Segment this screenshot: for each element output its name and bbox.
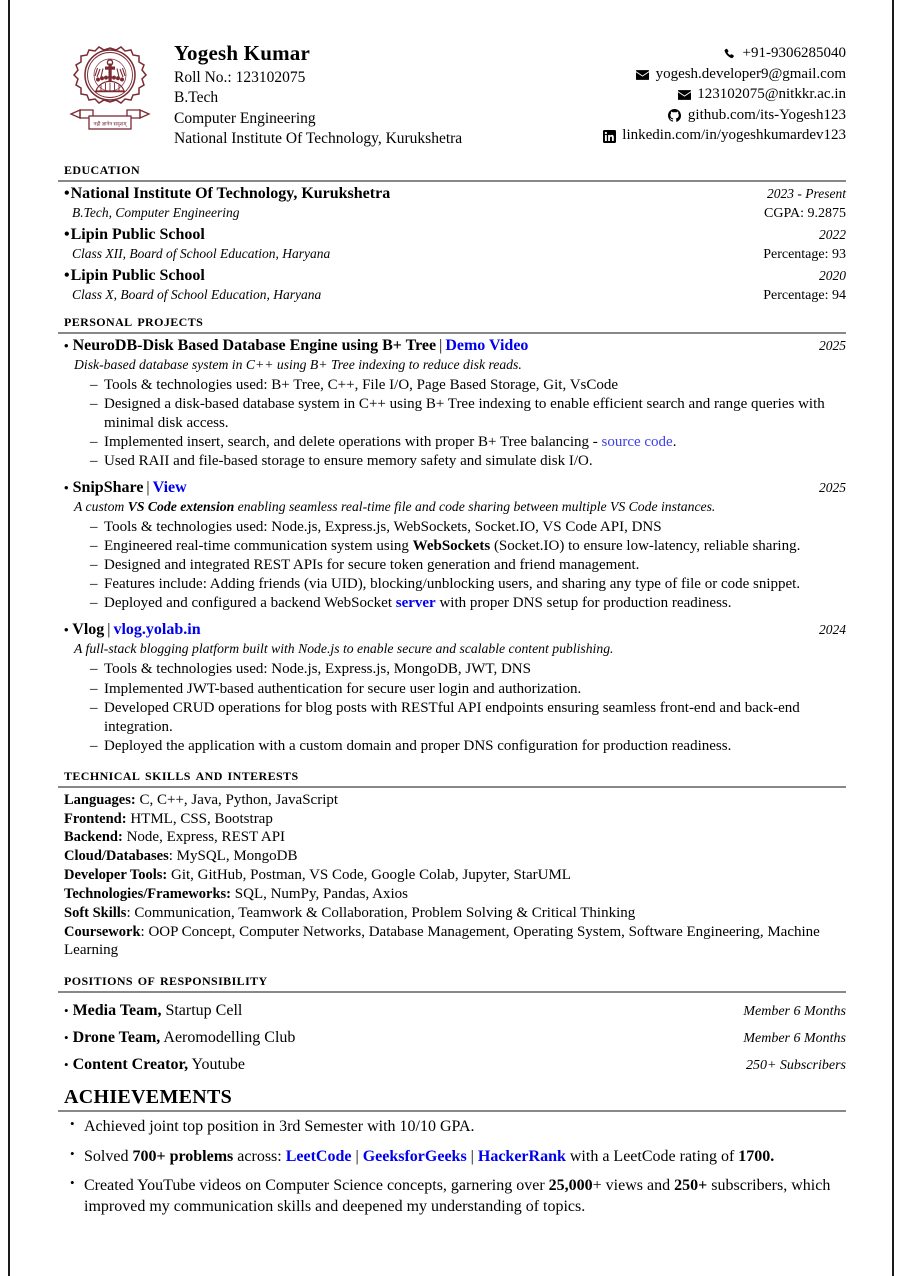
- position-item: [64, 1056, 846, 1074]
- skill-value: : Communication, Teamwork & Collaboration, Problem Solving & Critical Thinking: [126, 904, 636, 921]
- section-education: [58, 158, 846, 304]
- project-item: [58, 621, 846, 755]
- achievement-item: [70, 1117, 846, 1138]
- achievement-item: [70, 1176, 846, 1218]
- position-label: • Drone Team, Aeromodelling Club: [64, 1028, 296, 1046]
- education-item: [58, 226, 846, 263]
- project-bullet: – Designed a disk-based database system in C++ using B+ Tree indexing to enable efficient search and range queries with minimal disk access.: [90, 395, 846, 433]
- achievement-platform-link[interactable]: GeeksforGeeks: [362, 1147, 467, 1165]
- skill-row: [64, 904, 846, 923]
- project-description-emphasis: VS Code extension: [127, 499, 235, 515]
- bullet-marker: •: [64, 226, 70, 243]
- section-title-education: education: [64, 158, 141, 178]
- skill-key: Languages:: [64, 791, 136, 808]
- skill-key: Coursework: [64, 923, 141, 940]
- project-bullet: – Deployed and configured a backend WebSocket server with proper DNS setup for production readiness.: [90, 594, 846, 613]
- separator: |: [439, 337, 443, 354]
- position-duration: Member 6 Months: [743, 1030, 846, 1046]
- project-description: Disk-based database system in C++ using B+ Tree indexing to reduce disk reads.: [74, 357, 522, 372]
- education-score: Percentage: 93: [763, 247, 846, 262]
- contact-email-institute[interactable]: [602, 85, 846, 106]
- achievements-list: [58, 1117, 846, 1218]
- nit-kurukshetra-emblem-icon: [67, 44, 153, 136]
- achievement-text: with a LeetCode rating of: [565, 1147, 739, 1165]
- education-item: [58, 267, 846, 304]
- section-title-achievements: ACHIEVEMENTS: [64, 1085, 233, 1108]
- section-positions: [58, 969, 846, 1074]
- education-score: Percentage: 94: [763, 288, 846, 303]
- section-rule: [58, 1110, 846, 1112]
- contact-github[interactable]: [602, 106, 846, 127]
- degree: B.Tech: [174, 89, 219, 107]
- skill-row: [64, 828, 846, 847]
- achievement-text: Achieved joint top position in 3rd Semester with 10/10 GPA.: [84, 1117, 475, 1135]
- skill-value: : MySQL, MongoDB: [168, 848, 298, 865]
- project-bullet: – Engineered real-time communication system using WebSockets (Socket.IO) to ensure low-latency, reliable sharing.: [90, 537, 846, 556]
- achievement-emphasis: 1700.: [738, 1147, 775, 1165]
- project-title: • NeuroDB-Disk Based Database Engine using B+ Tree | Demo Video: [64, 337, 529, 354]
- project-bullet: – Developed CRUD operations for blog posts with RESTful API endpoints ensuring seamless front-end and back-end integration.: [90, 699, 846, 737]
- achievement-emphasis: 250+: [674, 1177, 708, 1195]
- bullet-marker: •: [64, 1002, 69, 1018]
- contact-linkedin[interactable]: [602, 126, 846, 147]
- skill-row: [64, 810, 846, 829]
- skill-value: C, C++, Java, Python, JavaScript: [135, 791, 339, 808]
- skills-list: [58, 791, 846, 960]
- project-year: 2025: [819, 338, 846, 353]
- bullet-marker: •: [64, 622, 69, 638]
- project-bullets: [64, 376, 846, 471]
- skill-key: Developer Tools:: [64, 867, 168, 884]
- github-text: github.com/its-Yogesh123: [687, 106, 846, 123]
- project-bullet: – Designed and integrated REST APIs for secure token generation and friend management.: [90, 556, 846, 575]
- email-institute-text: 123102075@nitkkr.ac.in: [697, 86, 846, 103]
- bullet-marker: •: [64, 1056, 69, 1072]
- skill-value: : OOP Concept, Computer Networks, Database Management, Operating System, Software Engineering, Machine Learning: [64, 923, 820, 959]
- position-duration: 250+ Subscribers: [745, 1057, 846, 1073]
- project-bullet: – Tools & technologies used: Node.js, Express.js, MongoDB, JWT, DNS: [90, 660, 846, 679]
- education-degree: Class X, Board of School Education, Haryana: [72, 287, 322, 302]
- bullet-marker: •: [64, 338, 69, 353]
- contact-block: [602, 40, 846, 147]
- achievement-item: [70, 1147, 846, 1168]
- section-title-projects: personal projects: [64, 310, 204, 330]
- achievement-text: across:: [233, 1147, 286, 1165]
- github-icon: [668, 109, 682, 123]
- education-institute: •Lipin Public School: [64, 267, 205, 284]
- envelope-icon: [636, 68, 650, 82]
- skill-row: [64, 866, 846, 885]
- position-label: • Media Team, Startup Cell: [64, 1001, 243, 1019]
- project-year: 2024: [819, 622, 846, 638]
- bullet-marker: •: [64, 480, 69, 496]
- separator: |: [146, 479, 150, 497]
- project-site-link[interactable]: vlog.yolab.in: [113, 621, 201, 639]
- achievement-text: |: [351, 1147, 363, 1165]
- project-bullet: – Features include: Adding friends (via UID), blocking/unblocking users, and sharing any type of file or code snippet.: [90, 575, 846, 594]
- section-rule: [58, 332, 846, 334]
- project-bullets: [64, 518, 846, 613]
- skill-key: Soft Skills: [64, 904, 127, 921]
- linkedin-icon: [602, 129, 616, 143]
- project-title: • Vlog | vlog.yolab.in: [64, 621, 201, 639]
- achievement-platform-link[interactable]: HackerRank: [477, 1147, 566, 1165]
- project-bullet: – Implemented JWT-based authentication for secure user login and authorization.: [90, 680, 846, 699]
- bullet-emphasis: WebSockets: [412, 538, 491, 555]
- candidate-name: Yogesh Kumar: [174, 41, 310, 65]
- skill-value: SQL, NumPy, Pandas, Axios: [231, 885, 408, 902]
- section-title-positions: positions of responsibility: [64, 968, 268, 989]
- section-rule: [58, 786, 846, 788]
- education-item: [58, 185, 846, 222]
- server-link[interactable]: server: [395, 595, 436, 612]
- resume-header: [58, 0, 846, 152]
- project-bullets: [64, 660, 846, 755]
- project-title: • SnipShare | View: [64, 479, 187, 497]
- contact-email-personal[interactable]: [602, 65, 846, 86]
- skill-row: [64, 791, 846, 810]
- project-description: A custom VS Code extension enabling seamless real-time file and code sharing between multiple VS Code instances.: [74, 499, 716, 515]
- project-bullet: – Implemented insert, search, and delete operations with proper B+ Tree balancing - source code.: [90, 433, 846, 452]
- identity-block: [162, 40, 602, 149]
- skill-key: Cloud/Databases: [64, 848, 169, 865]
- roll-number: Roll No.: 123102075: [174, 69, 306, 87]
- bullet-marker: •: [64, 267, 70, 284]
- achievement-text: |: [466, 1147, 478, 1165]
- skill-row: [64, 847, 846, 866]
- position-item: [64, 1029, 846, 1047]
- achievement-text: subscribers, which improved my communication skills and deepened my understanding of topics.: [84, 1177, 831, 1216]
- skill-value: HTML, CSS, Bootstrap: [126, 810, 273, 827]
- position-duration: Member 6 Months: [743, 1003, 846, 1019]
- section-projects: [58, 310, 846, 756]
- section-title-skills: technical skills and interests: [64, 763, 299, 784]
- education-institute: •Lipin Public School: [64, 226, 205, 243]
- education-institute: •National Institute Of Technology, Kurukshetra: [64, 185, 391, 202]
- education-dates: 2023 - Present: [767, 186, 846, 201]
- project-item: [58, 337, 846, 471]
- education-dates: 2022: [819, 227, 846, 242]
- phone-text: +91-9306285040: [742, 45, 846, 62]
- svg-text:नही ज्ञानेन सदृशम्: नही ज्ञानेन सदृशम्: [93, 121, 127, 128]
- section-skills: [58, 764, 846, 960]
- project-bullet: – Used RAII and file-based storage to ensure memory safety and simulate disk I/O.: [90, 452, 846, 471]
- section-rule: [58, 991, 846, 993]
- skill-key: Technologies/Frameworks:: [64, 885, 232, 902]
- skill-row: [64, 923, 846, 960]
- phone-icon: [723, 47, 737, 61]
- bullet-marker: •: [64, 185, 70, 202]
- education-degree: B.Tech, Computer Engineering: [72, 205, 240, 220]
- source-code-link[interactable]: source code: [601, 434, 673, 451]
- section-rule: [58, 180, 846, 182]
- separator: |: [107, 621, 111, 639]
- skill-row: [64, 885, 846, 904]
- project-demo-link[interactable]: Demo Video: [445, 337, 529, 354]
- project-view-link[interactable]: View: [152, 479, 187, 497]
- achievement-emphasis: 700+ problems: [132, 1147, 234, 1165]
- project-bullet: – Tools & technologies used: B+ Tree, C++, File I/O, Page Based Storage, Git, VsCode: [90, 376, 846, 395]
- education-degree: Class XII, Board of School Education, Haryana: [72, 246, 331, 261]
- project-bullet: – Tools & technologies used: Node.js, Express.js, WebSockets, Socket.IO, VS Code API, DNS: [90, 518, 846, 537]
- achievement-text: Solved: [84, 1147, 133, 1165]
- education-dates: 2020: [819, 268, 846, 283]
- positions-list: [58, 1002, 846, 1074]
- skill-value: Git, GitHub, Postman, VS Code, Google Colab, Jupyter, StarUML: [167, 867, 571, 884]
- project-bullet: – Deployed the application with a custom domain and proper DNS configuration for production readiness.: [90, 737, 846, 756]
- skill-value: Node, Express, REST API: [122, 829, 286, 846]
- skill-key: Backend:: [64, 829, 123, 846]
- project-item: [58, 479, 846, 613]
- project-description: A full-stack blogging platform built with Node.js to enable secure and scalable content publishing.: [74, 641, 614, 657]
- envelope-icon: [677, 88, 691, 102]
- institute-logo: [58, 40, 162, 136]
- project-year: 2025: [819, 480, 846, 496]
- linkedin-text: linkedin.com/in/yogeshkumardev123: [622, 127, 846, 144]
- achievement-platform-link[interactable]: LeetCode: [285, 1147, 352, 1165]
- section-achievements: [58, 1086, 846, 1218]
- institute-name: National Institute Of Technology, Kurukshetra: [174, 129, 463, 147]
- achievement-text: + views and: [592, 1177, 675, 1195]
- email-personal-text: yogesh.developer9@gmail.com: [655, 65, 846, 82]
- resume-page: [8, 0, 894, 1276]
- contact-phone[interactable]: [602, 44, 846, 65]
- bullet-marker: •: [64, 1029, 69, 1045]
- achievement-text: Created YouTube videos on Computer Science concepts, garnering over: [84, 1177, 549, 1195]
- education-score: CGPA: 9.2875: [764, 206, 846, 221]
- skill-key: Frontend:: [64, 810, 127, 827]
- achievement-emphasis: 25,000: [548, 1177, 593, 1195]
- branch: Computer Engineering: [174, 109, 316, 127]
- position-label: • Content Creator, Youtube: [64, 1055, 246, 1073]
- position-item: [64, 1002, 846, 1020]
